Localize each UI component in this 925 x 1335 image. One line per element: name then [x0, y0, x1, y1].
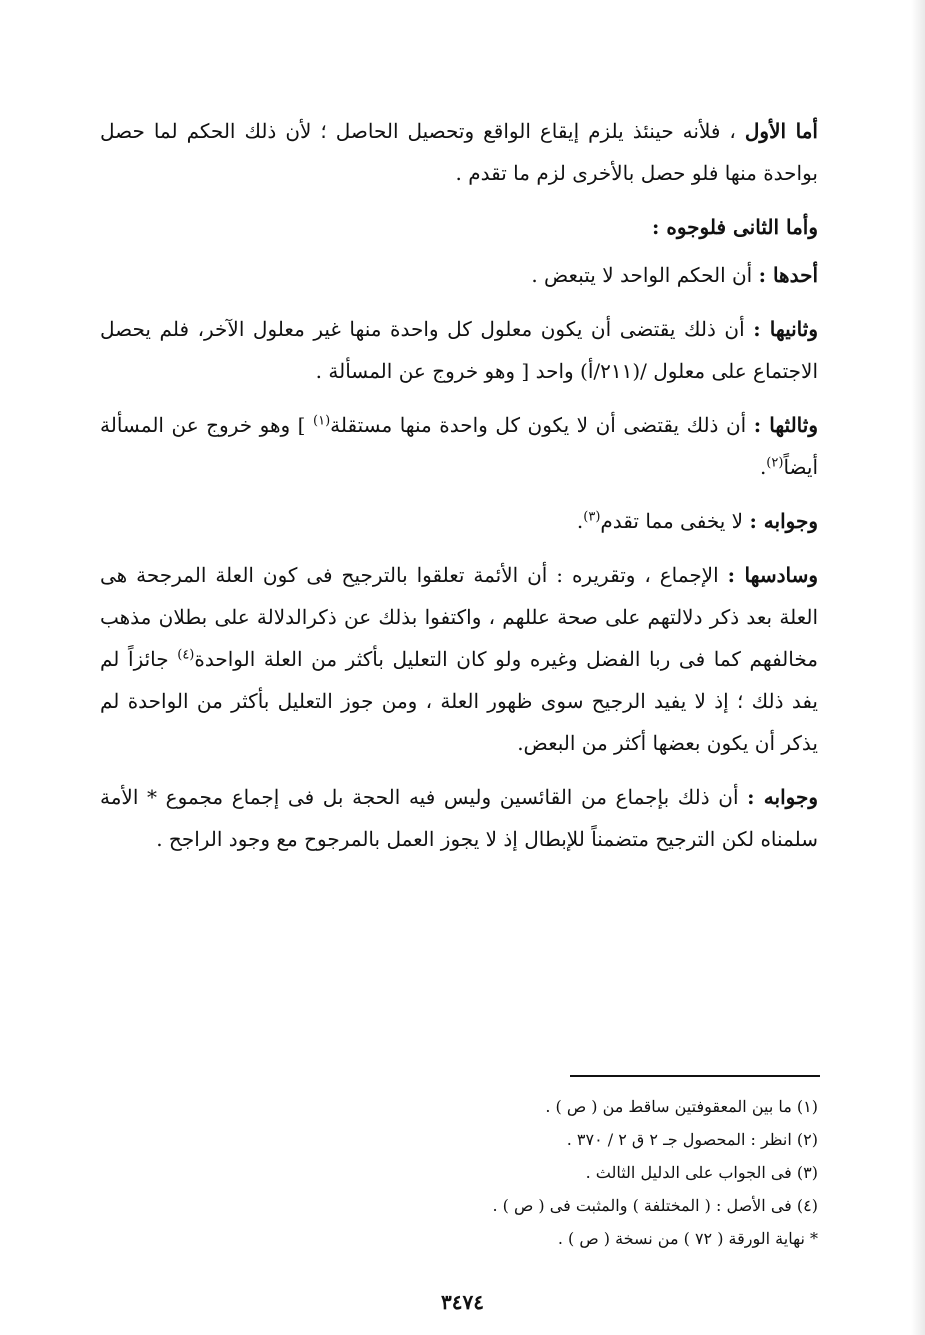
footnote-separator: [570, 1075, 820, 1077]
main-text: [100, 110, 818, 872]
footnote-ref-2: (٢): [766, 455, 784, 471]
paragraph-reason-two: [100, 308, 818, 392]
paragraph-text: الإجماع ، وتقريره : أن الأئمة تعلقوا بالترجيح فى كون العلة المرجحة هى العلة بعد ذكر دلالتهم على صحة عللهم ، واكتفوا بذلك عن ذكرالدلالة على بطلان مذهب مخالفهم كما فى ربا الفضل وغيره ولو كان التعليل بأكثر من العلة الواحدة: [100, 563, 818, 671]
paragraph-lead: وجوابه :: [747, 785, 818, 809]
footnote-ref-3: (٣): [583, 509, 601, 525]
paragraph-text: أن ذلك يقتضى أن يكون معلول كل واحدة منها غير معلول الآخر، فلم يحصل الاجتماع على معلول /(٢١١/أ) واحد [ وهو خروج عن المسألة .: [100, 317, 818, 383]
paragraph-lead: وسادسها :: [727, 563, 818, 587]
footnotes: [100, 1090, 818, 1255]
paragraph-text-continued: جائزاً لم يفد ذلك ؛ إذ لا يفيد الرجيح سوى ظهور العلة ، ومن جوز التعليل بأكثر من الواحدة لم يذكر أن يكون بعضها أكثر من البعض.: [100, 647, 819, 755]
paragraph-end: .: [759, 455, 767, 479]
paragraph-reason-one: [100, 254, 818, 296]
footnote-item: (١) ما بين المعقوفتين ساقط من ( ص ) .: [545, 1097, 818, 1116]
paragraph-second-heading: [100, 206, 818, 248]
paragraph-answer-one: [100, 500, 818, 542]
paragraph-text: أن ذلك بإجماع من القائسين وليس فيه الحجة بل فى إجماع مجموع * الأمة سلمناه لكن الترجيح متضمناً للإبطال إذ لا يجوز العمل بالمرجوح مع وجود الراجح .: [100, 785, 818, 851]
paragraph-lead: وجوابه :: [749, 509, 818, 533]
paragraph-lead: وثالثها :: [753, 413, 818, 437]
paragraph-text: ، فلأنه حينئذ يلزم إيقاع الواقع وتحصيل الحاصل ؛ لأن ذلك الحكم لما حصل بواحدة منها فلو حصل بالأخرى لزم ما تقدم .: [100, 119, 818, 185]
paragraph-end: .: [576, 509, 584, 533]
footnote-item: (٤) فى الأصل : ( المختلفة ) والمثبت فى ( ص ) .: [492, 1196, 818, 1215]
footnote-item: (٣) فى الجواب على الدليل الثالث .: [585, 1163, 818, 1182]
page-number: ٣٤٧٤: [441, 1290, 484, 1314]
paragraph-first: [100, 110, 818, 194]
paragraph-lead: وأما الثانى فلوجوه :: [652, 215, 818, 239]
paragraph-text: أن ذلك يقتضى أن لا يكون كل واحدة منها مستقلة: [330, 413, 754, 437]
footnote-ref-1: (١): [313, 413, 331, 429]
scan-edge-shadow: [911, 0, 925, 1335]
footnote-ref-4: (٤): [177, 647, 195, 663]
paragraph-text: لا يخفى مما تقدم: [600, 509, 750, 533]
paragraph-lead: أما الأول: [744, 119, 818, 143]
footnote-item: (٢) انظر : المحصول جـ ٢ ق ٢ / ٣٧٠ .: [566, 1130, 818, 1149]
paragraph-reason-three: [100, 404, 818, 488]
paragraph-lead: وثانيها :: [753, 317, 818, 341]
paragraph-answer-two: [100, 776, 818, 860]
paragraph-sixth: [100, 554, 818, 764]
paragraph-lead: أحدها :: [758, 263, 818, 287]
paragraph-text: أن الحكم الواحد لا يتبعض .: [531, 263, 759, 287]
footnote-item: * نهاية الورقة ( ٧٢ ) من نسخة ( ص ) .: [557, 1229, 818, 1248]
paragraph-text-continued: ] وهو خروج عن المسألة أيضاً: [100, 413, 818, 479]
